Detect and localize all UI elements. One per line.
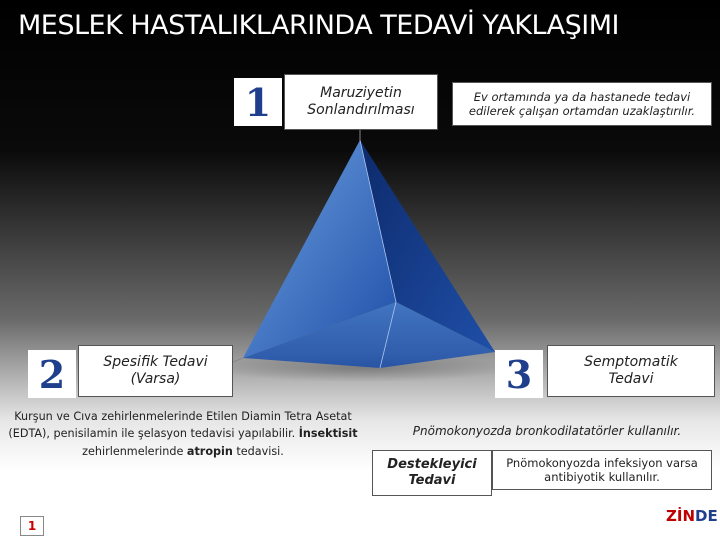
logo-part1: ZİN <box>666 507 696 525</box>
supportive-description-text: Pnömokonyozda infeksiyon varsa antibiyotik kullanılır. <box>506 455 698 484</box>
step-3-description: Pnömokonyozda bronkodilatatörler kullanılır. <box>412 424 682 438</box>
step-1-label-line2: Sonlandırılması <box>307 102 415 118</box>
step-2-label-line1: Spesifik Tedavi <box>103 353 208 370</box>
step-3-label-line1: Semptomatik <box>584 353 678 370</box>
supportive-label-line1: Destekleyici <box>387 456 477 472</box>
page-title: MESLEK HASTALIKLARINDA TEDAVİ YAKLAŞIMI <box>18 10 619 41</box>
step-3-number: 3 <box>495 350 543 398</box>
page-number: 1 <box>20 516 44 536</box>
step-2-number: 2 <box>28 350 76 398</box>
step-1-label-line1: Maruziyetin <box>320 84 402 101</box>
zinde-logo <box>666 507 718 525</box>
step-3-label-line2: Tedavi <box>608 371 654 387</box>
supportive-label-line2: Tedavi <box>408 473 456 488</box>
step-1-label <box>284 74 438 130</box>
step-2-label <box>78 345 233 397</box>
supportive-label <box>372 450 492 496</box>
step-1-number: 1 <box>234 78 282 126</box>
step-3-label <box>547 345 715 397</box>
logo-part2: DE <box>695 507 718 525</box>
step-1-description <box>452 82 712 126</box>
step-2-label-line2: (Varsa) <box>130 371 181 387</box>
step-1-description-text: Ev ortamında ya da hastanede tedavi edilerek çalışan ortamdan uzaklaştırılır. <box>468 89 696 118</box>
step-2-description: Kurşun ve Cıva zehirlenmelerinde Etilen Diamin Tetra Asetat (EDTA), penisilamin ile şelasyon tedavisi yapılabilir. İnsektisit zehirlenmelerinde atropin tedavisi. <box>8 410 358 458</box>
supportive-description <box>492 450 712 490</box>
